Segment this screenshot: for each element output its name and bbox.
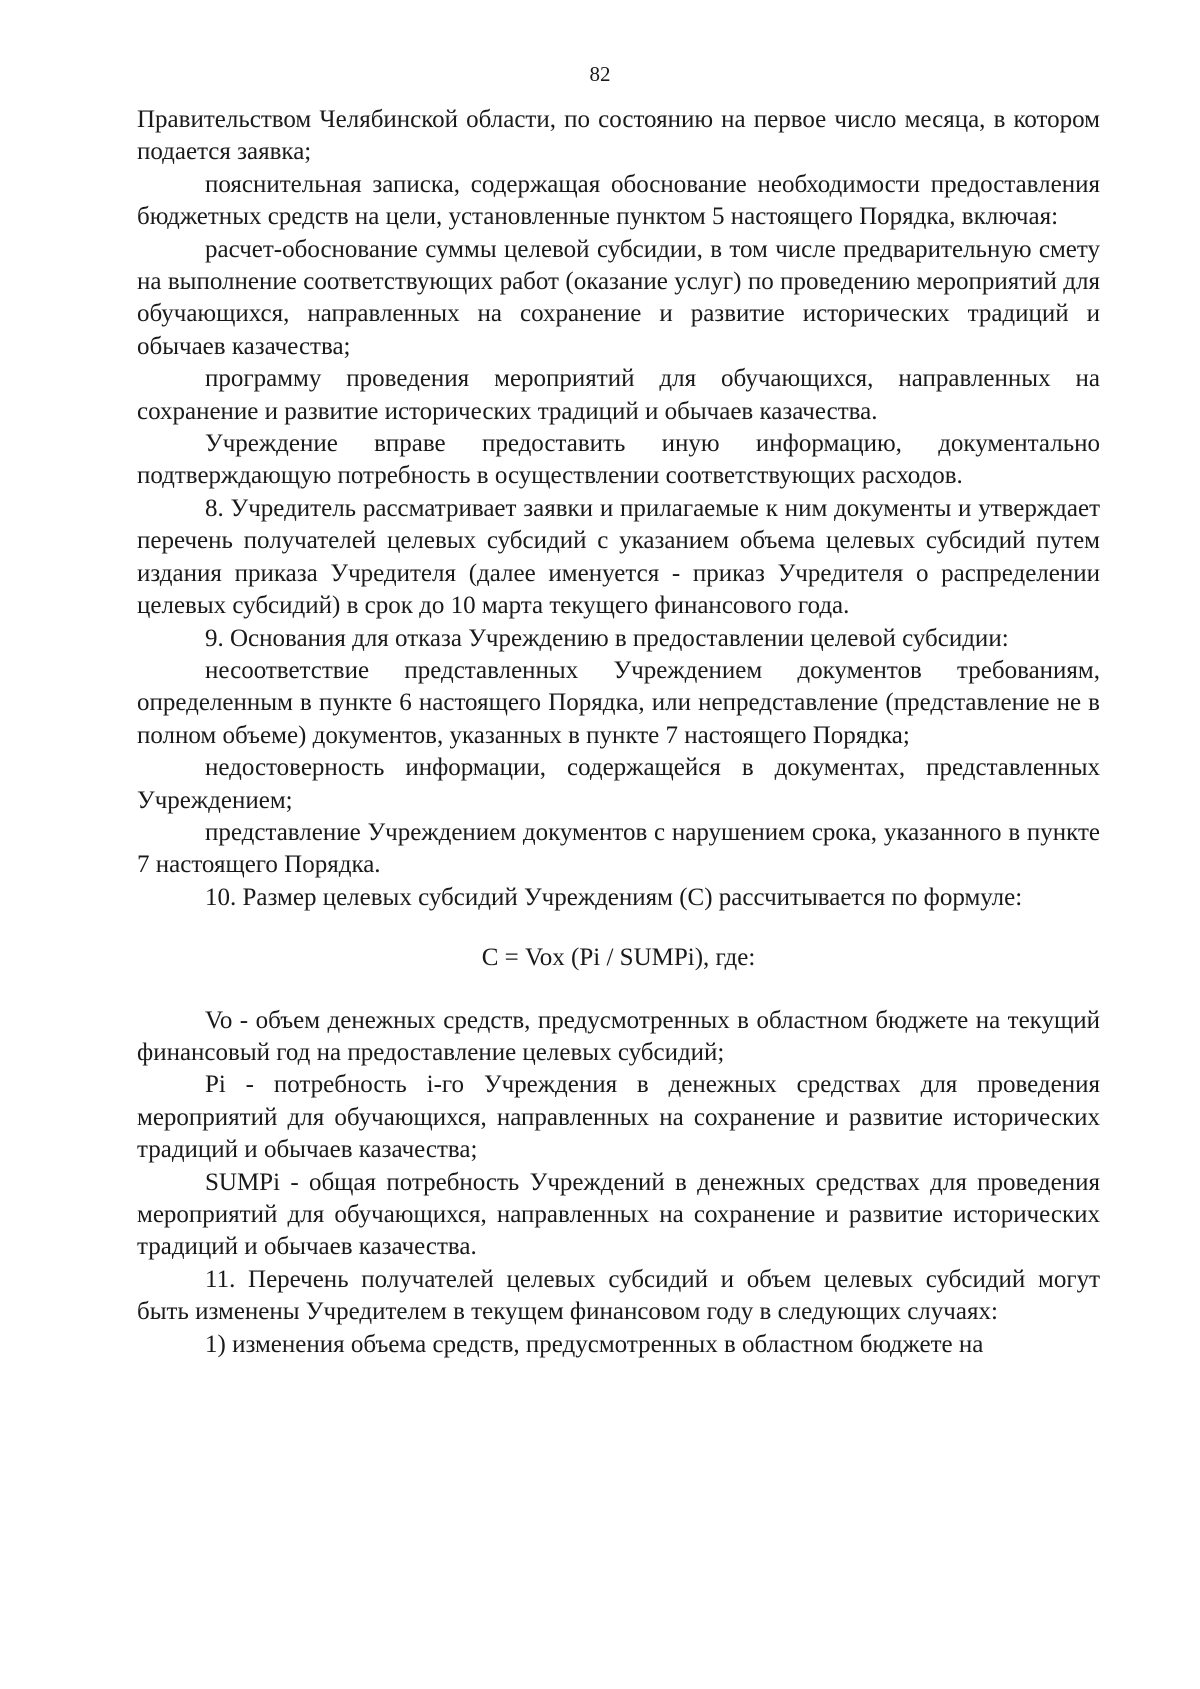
paragraph-refusal-reason-2: недостоверность информации, содержащейся в документах, представленных Учреждением; bbox=[137, 754, 1100, 814]
paragraph-pi-definition: Pi - потребность i-го Учреждения в денежных средствах для проведения мероприятий для обучающихся, направленных на сохранение и развитие исторических традиций и обычаев казачества; bbox=[137, 1071, 1100, 1164]
paragraph-continuation: Правительством Челябинской области, по состоянию на первое число месяца, в котором подается заявка; bbox=[137, 106, 1100, 166]
paragraph-calculation: расчет-обоснование суммы целевой субсидии, в том числе предварительную смету на выполнение соответствующих работ (оказание услуг) по проведению мероприятий для обучающихся, направленных на сохранение и развитие исторических традиций и обычаев казачества; bbox=[137, 235, 1100, 360]
paragraph-refusal-reason-3: представление Учреждением документов с нарушением срока, указанного в пункте 7 настоящего Порядка. bbox=[137, 818, 1100, 879]
formula: С = Vox (Pi / SUMPi), где: bbox=[481, 944, 756, 972]
paragraph-item-10: 10. Размер целевых субсидий Учреждениям (С) рассчитывается по формуле: bbox=[205, 883, 1023, 911]
paragraph-explanatory-note: пояснительная записка, содержащая обоснование необходимости предоставления бюджетных средств на цели, установленные пунктом 5 настоящего Порядка, включая: bbox=[137, 170, 1100, 231]
paragraph-other-info: Учреждение вправе предоставить иную информацию, документально подтверждающую потребность в осуществлении соответствующих расходов. bbox=[137, 430, 1100, 490]
page-number: 82 bbox=[589, 62, 611, 86]
paragraph-vo-definition: Vo - объем денежных средств, предусмотренных в областном бюджете на текущий финансовый год на предоставление целевых субсидий; bbox=[137, 1006, 1100, 1066]
paragraph-sumpi-definition: SUMPi - общая потребность Учреждений в денежных средствах для проведения мероприятий для обучающихся, направленных на сохранение и развитие исторических традиций и обычаев казачества. bbox=[137, 1168, 1100, 1261]
document-body bbox=[137, 104, 1100, 1361]
paragraph-refusal-reason-1: несоответствие представленных Учреждением документов требованиям, определенным в пункте 6 настоящего Порядка, или непредставление (представление не в полном объеме) документов, указанных в пункте 7 настоящего Порядка; bbox=[137, 656, 1100, 749]
paragraph-item-9: 9. Основания для отказа Учреждению в предоставлении целевой субсидии: bbox=[205, 624, 1009, 652]
paragraph-item-11-case-1: 1) изменения объема средств, предусмотренных в областном бюджете на bbox=[205, 1330, 984, 1358]
paragraph-item-11: 11. Перечень получателей целевых субсидий и объем целевых субсидий могут быть изменены Учредителем в текущем финансовом году в следующих случаях: bbox=[137, 1265, 1100, 1326]
paragraph-item-8: 8. Учредитель рассматривает заявки и прилагаемые к ним документы и утверждает перечень получателей целевых субсидий с указанием объема целевых субсидий путем издания приказа Учредителя (далее именуется - приказ Учредителя о распределении целевых субсидий) в срок до 10 марта текущего финансового года. bbox=[137, 494, 1100, 620]
paragraph-program: программу проведения мероприятий для обучающихся, направленных на сохранение и развитие исторических традиций и обычаев казачества. bbox=[137, 365, 1100, 425]
